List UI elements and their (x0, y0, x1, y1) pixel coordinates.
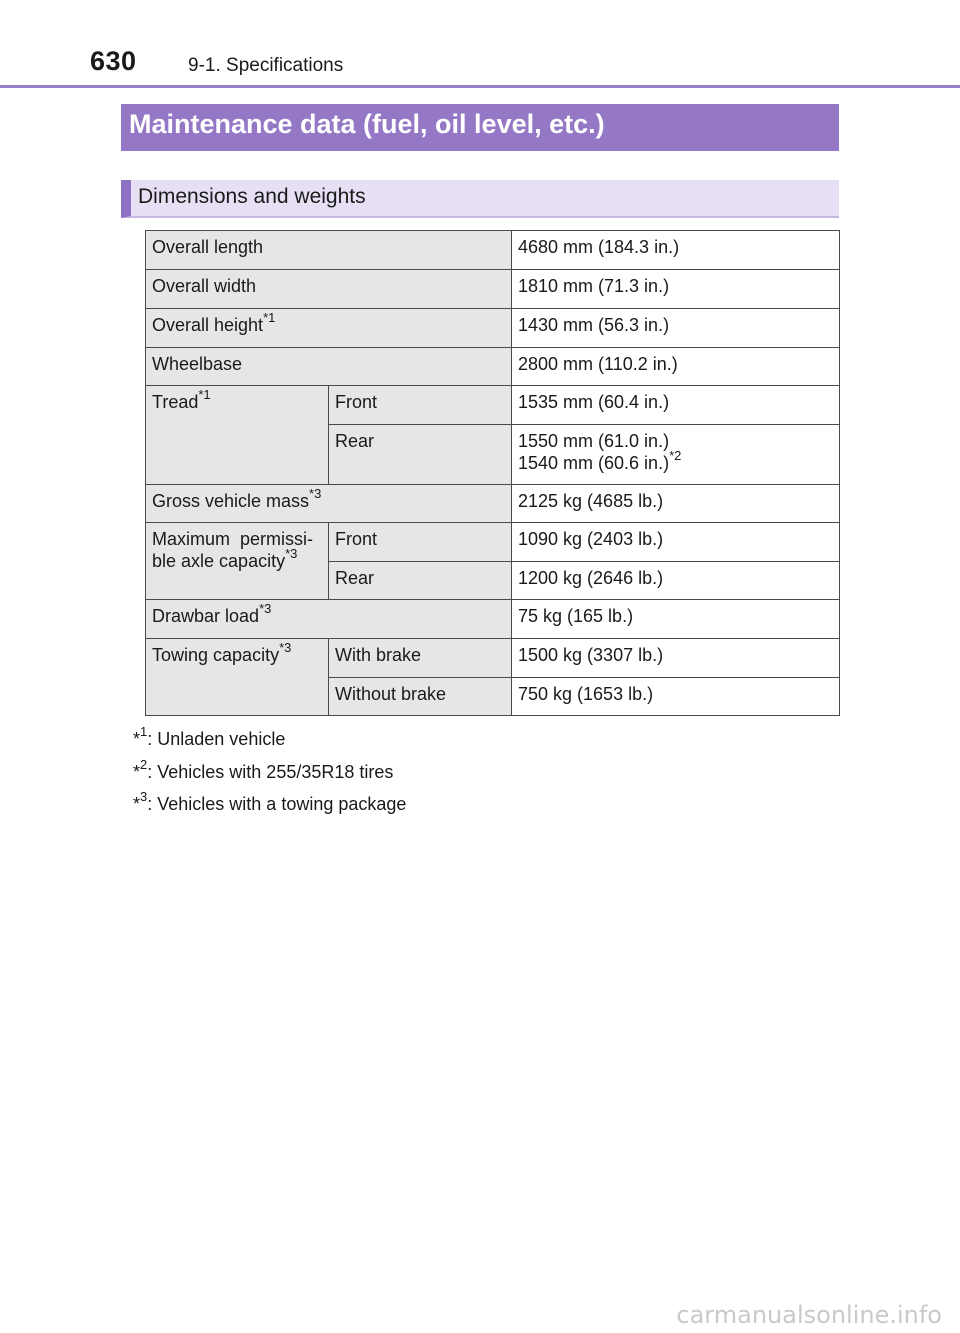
overall-height-label-text: Overall height (152, 315, 264, 335)
footnote-marker (133, 724, 148, 749)
footnote-number: 3 (140, 789, 148, 804)
axle-capacity-label-line2 (152, 546, 322, 572)
footnote (133, 724, 406, 757)
axle-capacity-label-line2-text: ble axle capacity (152, 551, 286, 571)
towing-capacity-label-text: Towing capacity (152, 645, 280, 665)
with-brake-label: With brake (329, 639, 512, 678)
axle-rear-label: Rear (329, 562, 512, 600)
footnote-mark: *2 (669, 448, 682, 463)
footnote (133, 757, 406, 790)
tread-rear-value-line2-text: 1540 mm (60.6 in.) (518, 453, 670, 473)
footnote-star: * (133, 761, 141, 782)
table-row (146, 639, 840, 678)
page-number: 630 (90, 46, 137, 76)
footnote-marker (133, 756, 148, 782)
axle-capacity-label (146, 523, 329, 600)
drawbar-load-label (146, 600, 512, 639)
wheelbase-value: 2800 mm (110.2 in.) (512, 348, 840, 386)
table-row (146, 309, 840, 348)
gross-vehicle-mass-label (146, 485, 512, 523)
footnote-mark: *3 (259, 601, 272, 616)
axle-front-label: Front (329, 523, 512, 562)
footnote-number: 2 (140, 756, 148, 772)
footnote-text: : Vehicles with 255/35R18 tires (147, 761, 394, 782)
watermark: carmanualsonline.info (676, 1301, 942, 1329)
gross-vehicle-mass-label-text: Gross vehicle mass (152, 491, 310, 511)
footnote (133, 789, 406, 822)
footnote-text: : Vehicles with a towing package (147, 794, 407, 814)
table-row (146, 270, 840, 309)
axle-capacity-label-line1: Maximum permissi- (152, 529, 314, 549)
overall-height-value: 1430 mm (56.3 in.) (512, 309, 840, 348)
footnote-mark: *1 (198, 387, 211, 402)
overall-height-label (146, 309, 512, 348)
footnote-text: : Unladen vehicle (147, 729, 286, 749)
footnote-mark: *3 (285, 546, 298, 561)
footnote-star: * (133, 729, 141, 749)
footnote-number: 1 (140, 724, 148, 739)
footnotes (133, 724, 406, 822)
dimensions-table (145, 230, 840, 716)
towing-capacity-label (146, 639, 329, 716)
axle-rear-value: 1200 kg (2646 lb.) (512, 562, 840, 600)
header-divider (0, 85, 960, 88)
footnote-mark: *3 (279, 640, 292, 655)
tread-front-value: 1535 mm (60.4 in.) (512, 386, 840, 425)
table-row (146, 485, 840, 523)
footnote-mark: *3 (309, 486, 322, 501)
tread-rear-value (512, 425, 840, 485)
without-brake-value: 750 kg (1653 lb.) (512, 678, 840, 716)
page-title: Maintenance data (fuel, oil level, etc.) (121, 104, 839, 151)
overall-width-label: Overall width (146, 270, 512, 309)
table-row (146, 231, 840, 270)
axle-front-value: 1090 kg (2403 lb.) (512, 523, 840, 562)
with-brake-value: 1500 kg (3307 lb.) (512, 639, 840, 678)
table-row (146, 386, 840, 425)
footnote-marker (133, 789, 148, 814)
drawbar-load-label-text: Drawbar load (152, 606, 260, 626)
overall-length-value: 4680 mm (184.3 in.) (512, 231, 840, 270)
gross-vehicle-mass-value: 2125 kg (4685 lb.) (512, 485, 840, 523)
overall-length-label: Overall length (146, 231, 512, 270)
tread-front-label: Front (329, 386, 512, 425)
tread-label-text: Tread (152, 392, 199, 412)
table-row (146, 348, 840, 386)
tread-rear-value-line1: 1550 mm (61.0 in.) (518, 431, 670, 451)
footnote-mark: *1 (263, 310, 276, 325)
overall-width-value: 1810 mm (71.3 in.) (512, 270, 840, 309)
table-row (146, 600, 840, 639)
tread-rear-value-line2 (518, 448, 833, 474)
page-header (0, 0, 960, 90)
without-brake-label: Without brake (329, 678, 512, 716)
tread-rear-label: Rear (329, 425, 512, 485)
section-reference: 9-1. Specifications (188, 55, 344, 76)
wheelbase-label: Wheelbase (146, 348, 512, 386)
footnote-star: * (133, 794, 141, 814)
drawbar-load-value: 75 kg (165 lb.) (512, 600, 840, 639)
table-row (146, 523, 840, 562)
tread-label (146, 386, 329, 485)
section-subtitle: Dimensions and weights (121, 180, 839, 218)
